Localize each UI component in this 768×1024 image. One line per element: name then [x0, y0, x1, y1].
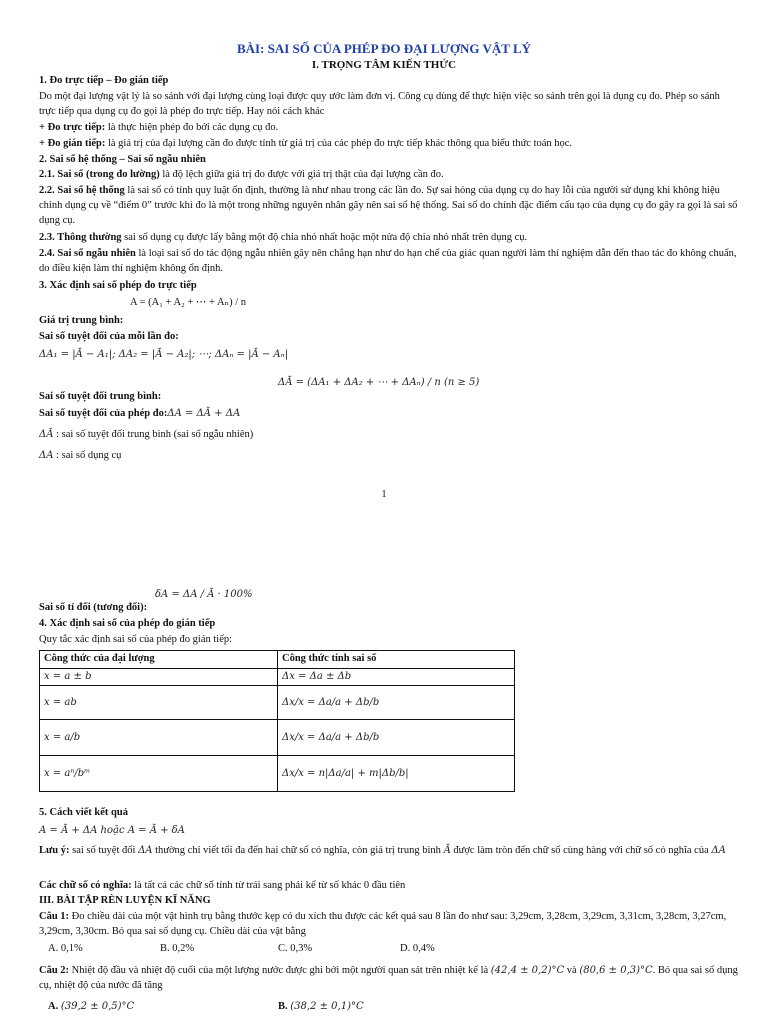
table-row — [40, 668, 515, 685]
q2-option-a[interactable]: A. (39,2 ± 0,5)°C — [48, 1001, 135, 1012]
abs-error-each-formula: ΔA₁ = |Ā − A₁|; ΔA₂ = |Ā − A₂|; ⋯; ΔAₙ = |Ā − Aₙ| — [39, 349, 289, 360]
heading-3: 3. Xác định sai số phép đo trực tiếp — [39, 280, 197, 291]
item-2-4: 2.4. Sai số ngẫu nhiên là loại sai số do tác động ngẫu nhiên gây nên chẳng hạn như do hạn chế của giác quan người làm thí nghiệm dẫn đến thao tác đo không chuẩn, do điều kiện làm thí nghiệm không ổn định. — [39, 248, 737, 274]
note-paragraph: Lưu ý: sai số tuyệt đối ΔA thường chỉ viết tối đa đến hai chữ số có nghĩa, còn giá trị trung bình Ā được làm tròn đến chữ số cùng hàng với chữ số có nghĩa của ΔA — [39, 845, 726, 856]
abs-error-each-label: Sai số tuyệt đối của mỗi lần đo: — [39, 331, 179, 342]
average-formula: A = (A₁ + A₂ + ⋯ + Aₙ) / n — [130, 297, 247, 308]
table-header-row — [40, 651, 515, 669]
abs-error-average-formula: ΔĀ = (ΔA₁ + ΔA₂ + ⋯ + ΔAₙ) / n (n ≥ 5) — [278, 377, 480, 388]
heading-5: 5. Cách viết kết quả — [39, 807, 128, 818]
table-cell: Δx/x = Δa/a + Δb/b — [278, 720, 515, 756]
abs-error-measure-line: Sai số tuyệt đối của phép đo:ΔA = ΔĀ + ΔA — [39, 408, 241, 419]
table-cell: Δx/x = n|Δa/a| + m|Δb/b| — [278, 756, 515, 792]
q1-option-b[interactable]: B. 0,2% — [160, 943, 195, 954]
direct-measure-line: + Đo trực tiếp: là thực hiện phép đo bởi các dụng cụ đo. — [39, 122, 279, 133]
table-header-cell: Công thức của đại lượng — [40, 651, 278, 669]
paragraph-1: Do một đại lượng vật lý là so sánh với đại lượng cùng loại được quy ước làm đơn vị. Công cụ dùng để thực hiện việc so sánh trên gọi là dụng cụ đo. Phép so sánh trực tiếp qua dụng cụ đo gọi là phép đo trực tiếp. Hay nói cách khác — [39, 91, 720, 117]
document-title: BÀI: SAI SỐ CỦA PHÉP ĐO ĐẠI LƯỢNG VẬT LÝ — [236, 41, 532, 56]
definition-instrument-error: ΔA : sai số dụng cụ — [39, 450, 122, 461]
question-1: Câu 1: Đo chiều dài của một vật hình trụ bằng thước kẹp có du xích thu được các kết quả sau 8 lần đo như sau: 3,29cm, 3,28cm, 3,29cm, 3,31cm, 3,28cm, 3,27cm, 3,29cm, 3,30cm. Bỏ qua sai số dụng cụ. Chiều dài của vật bằng — [39, 911, 727, 937]
heading-4: 4. Xác định sai số của phép đo gián tiếp — [39, 618, 216, 629]
item-2-2: 2.2. Sai số hệ thống là sai số có tính quy luật ổn định, thường là như nhau trong các lần đo. Sự sai hỏng của dụng cụ do hay lỗi của người sử dụng khi không hiệu chỉnh dụng cụ về “điểm 0” trước khi đo là một trong những nguyên nhân gây nên sai số hệ thống. Sai số do chính đặc điểm cấu tạo của dụng cụ đo gây ra gọi là sai số dụng cụ. — [39, 185, 738, 226]
question-2: Câu 2: Nhiệt độ đầu và nhiệt độ cuối của một lượng nước được ghi bởi một người quan sát trên nhiệt kế là (42,4 ± 0,2)°C và (80,6 ± 0,3)°C. Bỏ qua sai số dụng cụ, nhiệt độ của nước đã tăng — [39, 965, 738, 991]
heading-2: 2. Sai số hệ thống – Sai số ngẫu nhiên — [39, 154, 206, 165]
abs-error-average-label: Sai số tuyệt đối trung bình: — [39, 391, 162, 402]
table-cell: x = a ± b — [40, 668, 278, 685]
q2-option-b[interactable]: B. (38,2 ± 0,1)°C — [278, 1001, 364, 1012]
table-cell: Δx = Δa ± Δb — [278, 668, 515, 685]
result-formula: A = Ā + ΔA hoặc A = Ā + δA — [39, 825, 185, 836]
error-rules-table — [39, 650, 515, 792]
table-cell: Δx/x = Δa/a + Δb/b — [278, 686, 515, 720]
section-1-title: I. TRỌNG TÂM KIẾN THỨC — [311, 59, 457, 71]
indirect-measure-line: + Đo gián tiếp: là giá trị của đại lượng cần đo được tính từ giá trị của các phép đo trực tiếp khác thông qua biểu thức toán học. — [39, 138, 573, 149]
page-number: 1 — [381, 489, 387, 500]
heading-4-intro: Quy tắc xác định sai số của phép đo gián tiếp: — [39, 634, 233, 645]
table-row — [40, 686, 515, 720]
q1-option-a[interactable]: A. 0,1% — [48, 943, 83, 954]
table-header-cell: Công thức tính sai số — [278, 651, 515, 669]
table-cell: x = a/b — [40, 720, 278, 756]
table-row — [40, 720, 515, 756]
heading-1: 1. Đo trực tiếp – Đo gián tiếp — [39, 75, 169, 86]
table-cell: x = aⁿ/bᵐ — [40, 756, 278, 792]
section-3-title: III. BÀI TẬP RÈN LUYỆN KĨ NĂNG — [39, 895, 211, 906]
item-2-3: 2.3. Thông thường sai số dụng cụ được lấy bằng một độ chia nhỏ nhất hoặc một nửa độ chia nhỏ nhất trên dụng cụ. — [39, 232, 528, 243]
significant-digits-line: Các chữ số có nghĩa: là tất cả các chữ số tính từ trái sang phải kể từ số khác 0 đầu tiên — [39, 880, 406, 891]
table-cell: x = ab — [40, 686, 278, 720]
q1-option-c[interactable]: C. 0,3% — [278, 943, 313, 954]
relative-error-label: Sai số tỉ đối (tương đối): — [39, 602, 148, 613]
average-label: Giá trị trung bình: — [39, 315, 124, 326]
table-row — [40, 756, 515, 792]
relative-error-formula: δA = ΔA / Ā · 100% — [155, 589, 253, 600]
item-2-1: 2.1. Sai số (trong đo lường) là độ lệch giữa giá trị đo được với giá trị thật của đại lượng cần đo. — [39, 169, 444, 180]
definition-random-error: ΔĀ : sai số tuyệt đối trung bình (sai số ngẫu nhiên) — [39, 429, 254, 440]
q1-option-d[interactable]: D. 0,4% — [400, 943, 435, 954]
